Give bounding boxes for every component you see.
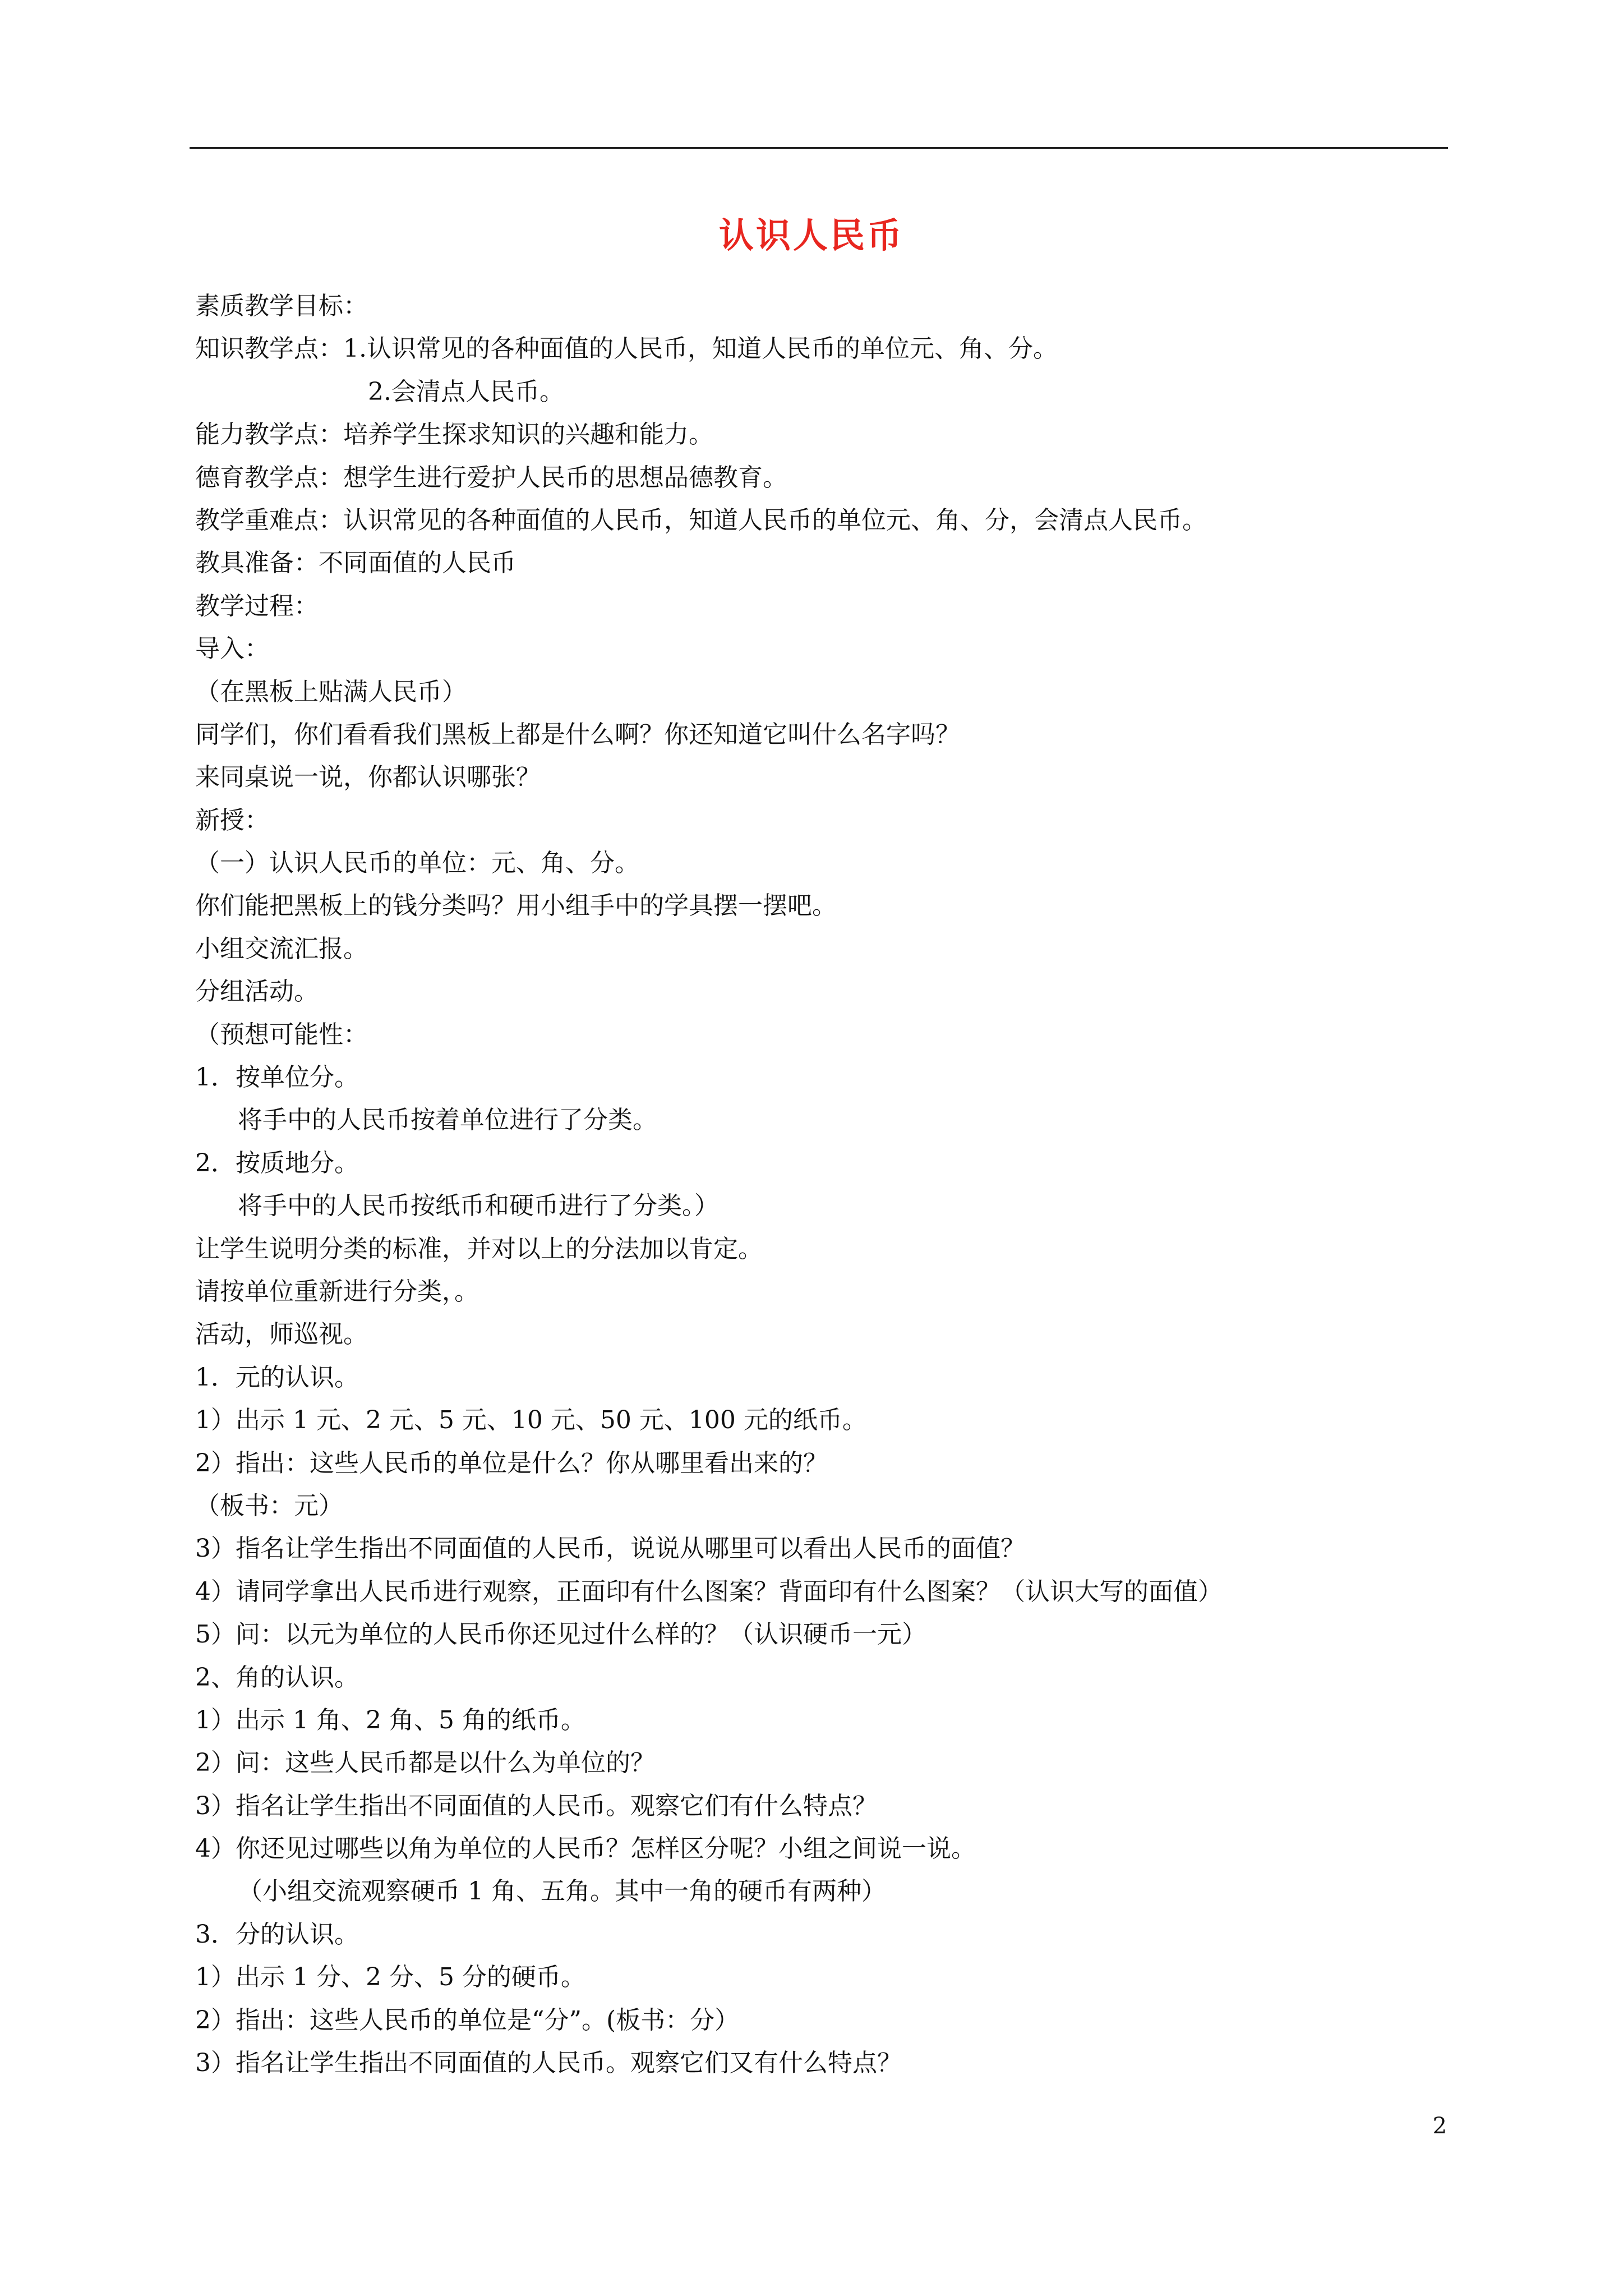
body-line: 教具准备：不同面值的人民币 xyxy=(195,549,516,578)
body-line: 导入： xyxy=(195,634,269,664)
body-line: 2）指出：这些人民币的单位是“分”。(板书：分） xyxy=(195,2005,740,2035)
body-line: 德育教学点：想学生进行爱护人民币的思想品德教育。 xyxy=(195,463,787,492)
body-line: 4）你还见过哪些以角为单位的人民币？怎样区分呢？小组之间说一说。 xyxy=(195,1834,976,1864)
body-line: 请按单位重新进行分类，。 xyxy=(195,1277,479,1306)
body-line: 4）请同学拿出人民币进行观察，正面印有什么图案？背面印有什么图案？（认识大写的面值） xyxy=(195,1577,1223,1606)
body-line: 2）问：这些人民币都是以什么为单位的？ xyxy=(195,1749,655,1778)
body-line: 你们能把黑板上的钱分类吗？用小组手中的学具摆一摆吧。 xyxy=(195,891,837,921)
body-line: 1）出示 1 角、2 角、5 角的纸币。 xyxy=(195,1705,585,1734)
document-title: 认识人民币 xyxy=(718,215,904,256)
body-line: （在黑板上贴满人民币） xyxy=(195,677,467,706)
body-line: 素质教学目标： xyxy=(195,292,368,320)
body-line: 3．分的认识。 xyxy=(195,1920,359,1949)
body-line: 将手中的人民币按纸币和硬币进行了分类。） xyxy=(238,1191,719,1221)
body-line: 3）指名让学生指出不同面值的人民币。观察它们又有什么特点？ xyxy=(195,2049,902,2078)
body-line: （一）认识人民币的单位：元、角、分。 xyxy=(195,849,639,878)
header-rule xyxy=(190,147,1448,149)
body-line: 2、角的认识。 xyxy=(195,1663,359,1692)
body-line: 能力教学点：培养学生探求知识的兴趣和能力。 xyxy=(195,420,713,449)
body-line: 1）出示 1 元、2 元、5 元、10 元、50 元、100 元的纸币。 xyxy=(195,1406,867,1435)
body-line: 新授： xyxy=(195,806,269,835)
body-line: （板书：元） xyxy=(195,1491,343,1520)
body-line: 2）指出：这些人民币的单位是什么？你从哪里看出来的？ xyxy=(195,1448,828,1478)
body-line: 2．按质地分。 xyxy=(195,1148,359,1177)
body-line: 1．元的认识。 xyxy=(195,1363,359,1392)
body-line: 2.会清点人民币。 xyxy=(368,377,564,406)
document-body xyxy=(195,285,1451,2085)
body-line: （预想可能性： xyxy=(195,1020,368,1049)
body-line: 将手中的人民币按着单位进行了分类。 xyxy=(238,1106,657,1135)
body-line: 同学们，你们看看我们黑板上都是什么啊？你还知道它叫什么名字吗？ xyxy=(195,720,960,749)
body-line: 1．按单位分。 xyxy=(195,1063,359,1092)
body-line: 活动，师巡视。 xyxy=(195,1320,368,1349)
body-line: 5）问：以元为单位的人民币你还见过什么样的？（认识硬币一元） xyxy=(195,1620,926,1649)
page-number: 2 xyxy=(1432,2113,1447,2139)
body-line: 小组交流汇报。 xyxy=(195,934,368,963)
body-line: （小组交流观察硬币 1 角、五角。其中一角的硬币有两种） xyxy=(238,1877,886,1906)
body-line: 教学重难点：认识常见的各种面值的人民币，知道人民币的单位元、角、分，会清点人民币。 xyxy=(195,505,1207,535)
body-line: 3）指名让学生指出不同面值的人民币。观察它们有什么特点？ xyxy=(195,1791,877,1820)
body-line: 教学过程： xyxy=(195,591,319,620)
body-line: 分组活动。 xyxy=(195,977,319,1006)
body-line: 来同桌说一说，你都认识哪张？ xyxy=(195,763,541,792)
body-line: 3）指名让学生指出不同面值的人民币，说说从哪里可以看出人民币的面值？ xyxy=(195,1534,1025,1563)
body-line: 1）出示 1 分、2 分、5 分的硬币。 xyxy=(195,1963,585,1992)
body-line: 让学生说明分类的标准，并对以上的分法加以肯定。 xyxy=(195,1234,763,1263)
body-line: 知识教学点：1.认识常见的各种面值的人民币，知道人民币的单位元、角、分。 xyxy=(195,334,1058,364)
